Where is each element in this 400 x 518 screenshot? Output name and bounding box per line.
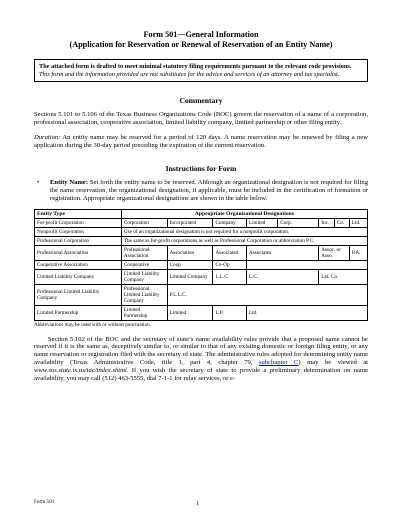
col-entity-type: Entity Type <box>35 209 122 218</box>
subchapter-c-link[interactable]: subchapter C <box>258 359 299 367</box>
commentary-heading: Commentary <box>179 96 223 106</box>
table-row: For-profit Corporation Corporation Incorporated Company Limited Corp. Inc. Co. Ltd. <box>35 218 368 227</box>
page-number: 1 <box>196 501 199 507</box>
table-row: Professional Corporation The same as for-profit corporations as well as Professional Corporation or abbreviation P.C. <box>35 236 368 245</box>
footer-form-number: Form 501 <box>34 499 55 505</box>
table-row: Limited Partnership Limited Partnership Limited L.P. Ltd. <box>35 305 368 320</box>
notice-box: The attached form is drafted to meet minimal statutory filing requirements pursuant to the relevant code provisions. This form and the information provided are not substitutes for the advice and services of an attorney and tax specialist. <box>34 59 368 82</box>
table-row: Professional Association Professional Association Association Associated Associates Assoc. or Assn. P.A. <box>35 245 368 260</box>
table-row: Limited Liability Company Limited Liability Company Limited Company L.L.C. L.C. Ltd. Co. <box>35 269 368 284</box>
col-designations: Appropriate Organizational Designations <box>121 209 367 218</box>
instructions-heading: Instructions for Form <box>165 163 237 173</box>
document-page <box>34 30 368 390</box>
closing-paragraph: Section 5.102 of the BOC and the secretary of state’s name availability rules provide that a proposed name cannot be reserved if it is the same as, deceptively similar to, or similar to that of any existing domestic or foreign filing entity, or any name reservation or registration filed with the secretary of state. The administrative rules adopted for determining entity name availability (Texas Administrative Code, title 1, part 4, chapter 79, subchapter C) may be viewed at www.sos.state.tx.us/tac/index.shtml. If you wish the secretary of state to provide a preliminary determination on name availability, you may call (512) 463-5555, dial 7-1-1 for relay services, or e- <box>34 335 368 383</box>
form-title: Form 501—General Information (Application for Reservation or Renewal of Reservation of an Entity Name) <box>69 30 333 49</box>
table-row: Cooperative Association Cooperative Coop Co-Op <box>35 260 368 269</box>
bullet-icon: • <box>37 178 40 186</box>
entity-name-bullet: • Entity Name: Set forth the entity name to be reserved. Although an organizational designation is not required for filing the name reservation, the organizational designation, if applicable, must be included in the certification of formation or registration. Appropriate organizational designations are shown in the table below. <box>37 178 368 202</box>
table-row: Professional Limited Liability Company Professional Limited Liability Company P.L.L.C. <box>35 284 368 305</box>
duration-paragraph: Duration: An entity name may be reserved for a period of 120 days. A name reservation may be renewed by filing a new application during the 30-day period preceding the expiration of the current reservation. <box>34 134 368 149</box>
table-header-row <box>35 209 368 218</box>
commentary-paragraph: Sections 5.101 to 5.106 of the Texas Business Organizations Code (BOC) govern the reservation of a name of a corporation, professional association, cooperative association, limited liability company, limited partnership or other filing entity. <box>34 111 368 127</box>
designations-table <box>34 209 368 321</box>
table-row: Nonprofit Corporation Use of an organizational designation is not required for a nonprofit corporation. <box>35 227 368 236</box>
tac-url: www.sos.state.tx.us/tac/index.shtml <box>34 367 127 375</box>
abbreviation-note: Abbreviations may be used with or without punctuation. <box>34 321 151 328</box>
